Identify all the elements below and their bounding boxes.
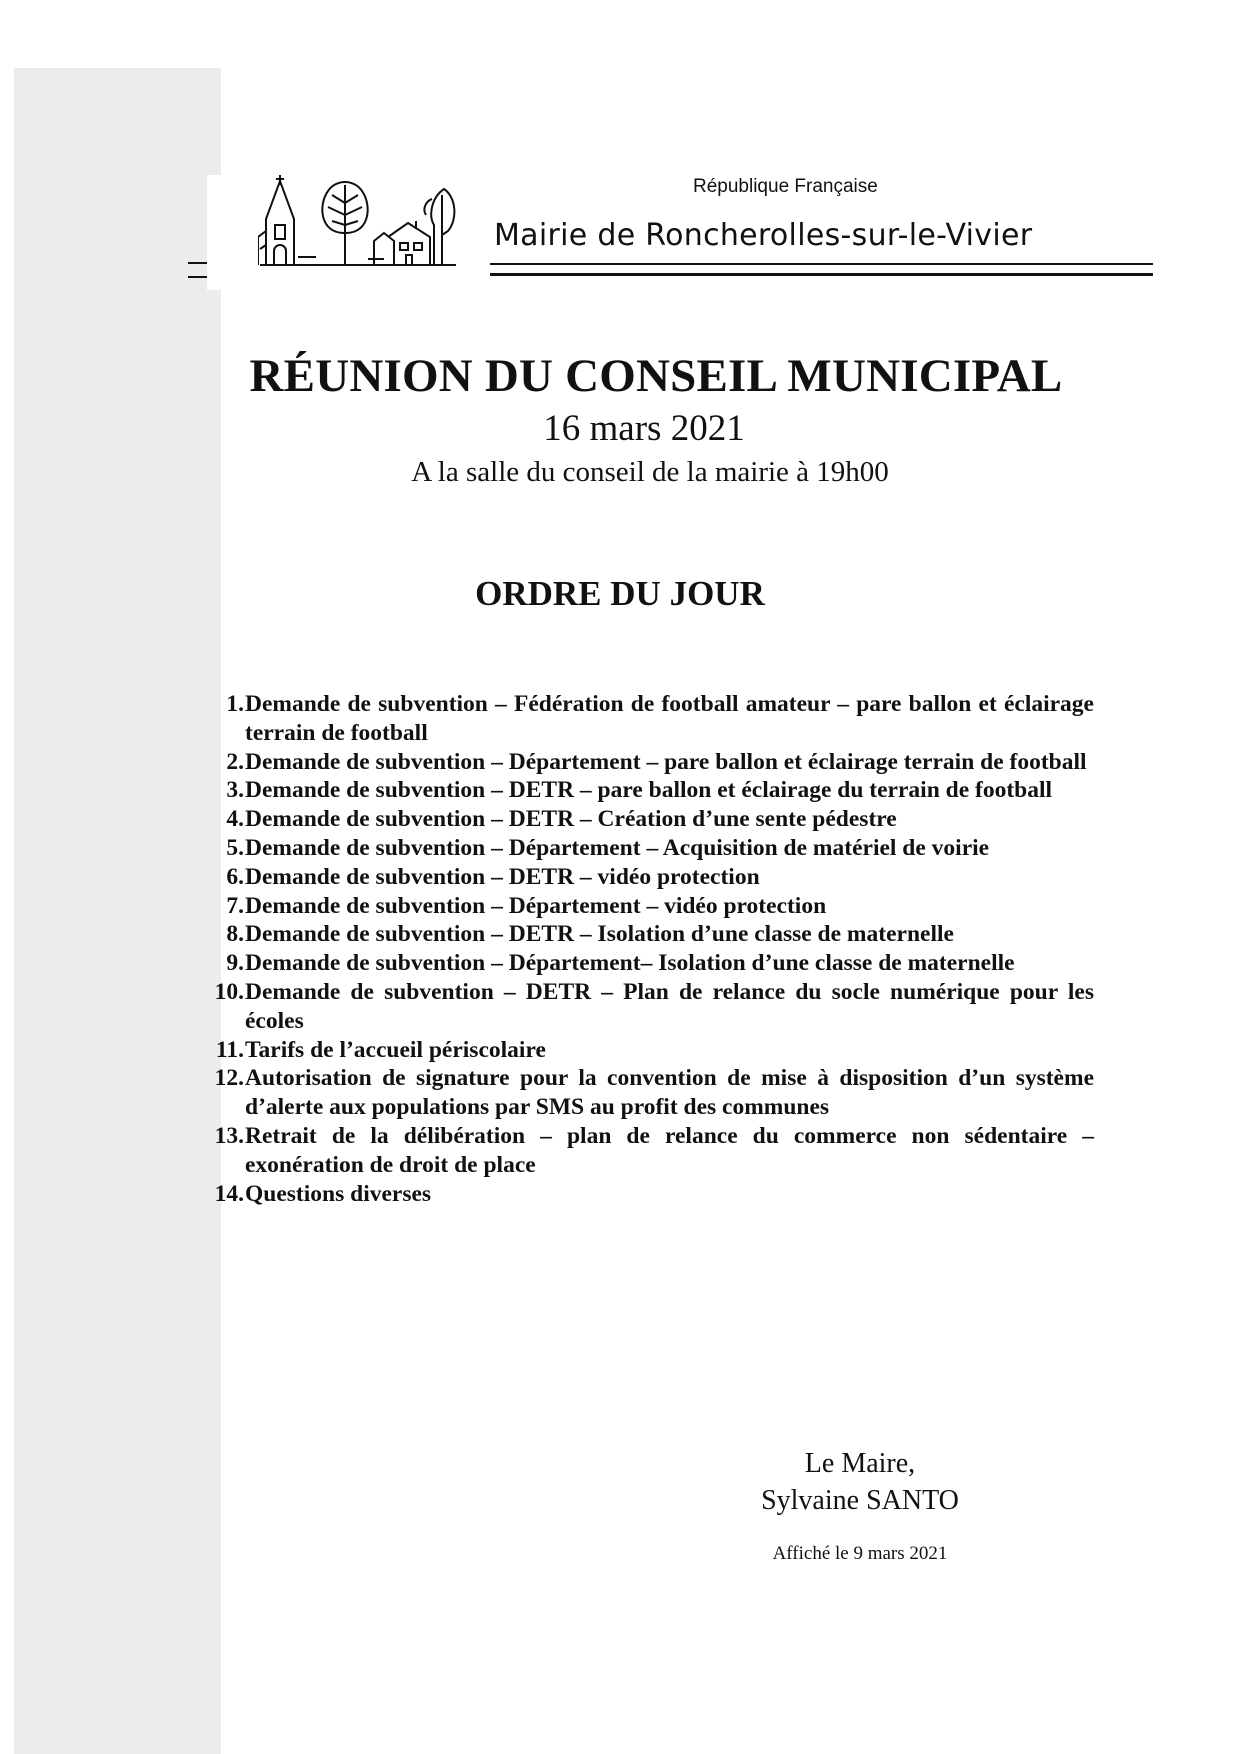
- agenda-item-number: 12.: [214, 1065, 244, 1092]
- meeting-date: 16 mars 2021: [543, 408, 745, 449]
- village-logo-icon: [258, 175, 458, 269]
- header-rule-thin: [490, 263, 1153, 265]
- agenda-item-text: Demande de subvention – DETR – Création d’une sente pédestre: [245, 806, 897, 833]
- agenda-item: [198, 776, 1094, 805]
- agenda-item-number: 8.: [226, 921, 244, 948]
- page-title: RÉUNION DU CONSEIL MUNICIPAL: [249, 350, 1063, 402]
- agenda-item-number: 5.: [226, 834, 244, 861]
- agenda-item-text: Questions diverses: [245, 1180, 432, 1207]
- republique-label: République Française: [693, 176, 878, 197]
- agenda-item-number: 10.: [214, 978, 244, 1005]
- agenda-item-number: 2.: [226, 748, 244, 775]
- agenda-item: [198, 920, 1094, 949]
- agenda-item-text: Retrait de la délibération – plan de relance du commerce non sédentaire – exonération de droit de place: [245, 1122, 1094, 1178]
- agenda-item-text: Demande de subvention – Département – Acquisition de matériel de voirie: [245, 834, 990, 861]
- agenda-item: [198, 690, 1094, 748]
- agenda-item-number: 13.: [214, 1122, 244, 1149]
- agenda-item: [198, 1036, 1094, 1065]
- agenda-item-text: Demande de subvention – Fédération de football amateur – pare ballon et éclairage terrain de football: [245, 691, 1094, 746]
- signature-block: [700, 1445, 1020, 1519]
- agenda-item-number: 1.: [226, 691, 244, 717]
- agenda-item-number: 14.: [214, 1180, 244, 1207]
- agenda-item-text: Autorisation de signature pour la convention de mise à disposition d’un système d’alerte aux populations par SMS au profit des communes: [245, 1065, 1094, 1121]
- agenda-item: [198, 1122, 1094, 1180]
- agenda-item-text: Demande de subvention – Département– Isolation d’une classe de maternelle: [245, 950, 1015, 977]
- agenda-item: [198, 748, 1094, 777]
- agenda-item: [198, 1064, 1094, 1122]
- agenda-item-number: 7.: [226, 892, 244, 919]
- agenda-item-number: 11.: [215, 1036, 244, 1063]
- agenda-item: [198, 1180, 1094, 1209]
- agenda-item-number: 6.: [226, 863, 244, 890]
- mairie-name: Mairie de Roncherolles-sur-le-Vivier: [494, 218, 1033, 253]
- agenda-item-text: Demande de subvention – DETR – Isolation d’une classe de maternelle: [245, 921, 954, 948]
- agenda-item-text: Tarifs de l’accueil périscolaire: [245, 1036, 546, 1063]
- agenda-item-text: Demande de subvention – DETR – pare ballon et éclairage du terrain de football: [245, 777, 1053, 804]
- agenda-item-text: Demande de subvention – DETR – Plan de relance du socle numérique pour les écoles: [245, 978, 1094, 1034]
- agenda-item: [198, 949, 1094, 978]
- meeting-place: A la salle du conseil de la mairie à 19h00: [411, 456, 889, 488]
- signature-role: Le Maire,: [804, 1448, 916, 1479]
- agenda-heading: ORDRE DU JOUR: [475, 574, 765, 613]
- agenda-item-text: Demande de subvention – DETR – vidéo protection: [245, 863, 760, 890]
- signature-name: Sylvaine SANTO: [761, 1485, 959, 1516]
- agenda-item-text: Demande de subvention – Département – pare ballon et éclairage terrain de football: [245, 748, 1087, 775]
- agenda-list: [198, 690, 1094, 1208]
- agenda-item: [198, 863, 1094, 892]
- agenda-item-number: 3.: [226, 777, 244, 804]
- page-margin-strip: [14, 68, 221, 1754]
- agenda-item: [198, 892, 1094, 921]
- posted-date: Affiché le 9 mars 2021: [772, 1543, 948, 1564]
- agenda-item: [198, 805, 1094, 834]
- agenda-item-text: Demande de subvention – Département – vidéo protection: [245, 892, 827, 919]
- agenda-item-number: 9.: [226, 950, 244, 977]
- agenda-item: [198, 834, 1094, 863]
- header-rule-thick: [490, 273, 1153, 276]
- agenda-item: [198, 978, 1094, 1036]
- agenda-item-number: 4.: [226, 806, 244, 833]
